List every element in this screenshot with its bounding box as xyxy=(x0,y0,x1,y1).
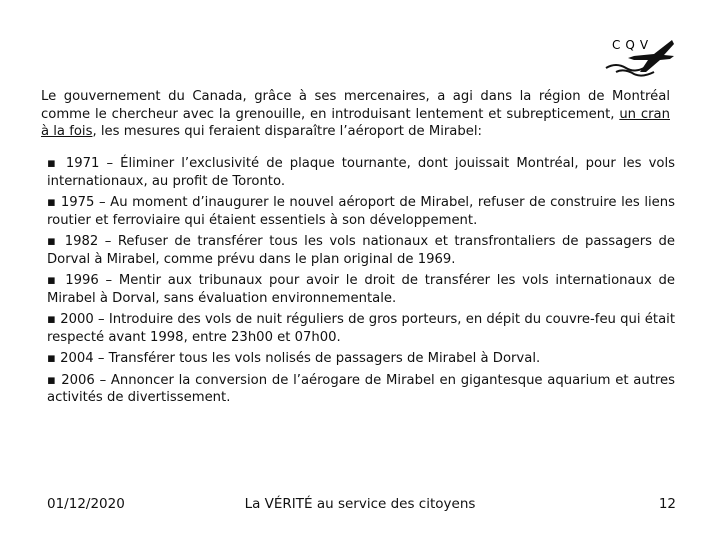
list-item: ▪ 1996 – Mentir aux tribunaux pour avoir le droit de transférer les vols internationaux de Mirabel à Dorval, sans évaluation environnementale. xyxy=(47,273,675,306)
intro-text-before: Le gouvernement du Canada, grâce à ses mercenaires, a agi dans la région de Montréal comme le chercheur avec la grenouille, en introduisant lentement et subrepticement, xyxy=(41,89,670,122)
intro-paragraph xyxy=(41,88,670,141)
logo-text: CQV xyxy=(612,38,654,52)
page-number: 12 xyxy=(658,496,676,512)
list-item: ▪ 2004 – Transférer tous les vols nolisés de passagers de Mirabel à Dorval. xyxy=(47,351,541,366)
list-item: ▪ 2000 – Introduire des vols de nuit réguliers de gros porteurs, en dépit du couvre-feu qui était respecté avant 1998, entre 23h00 et 07h00. xyxy=(47,312,675,345)
list-item: ▪ 1971 – Éliminer l’exclusivité de plaque tournante, dont jouissait Montréal, pour les vols internationaux, au profit de Toronto. xyxy=(47,156,675,189)
events-list xyxy=(47,155,675,411)
intro-text-after: , les mesures qui feraient disparaître l’aéroport de Mirabel: xyxy=(92,124,482,139)
footer-date: 01/12/2020 xyxy=(47,496,125,512)
footer-title: La VÉRITÉ au service des citoyens xyxy=(244,496,476,512)
list-item: ▪ 2006 – Annoncer la conversion de l’aérogare de Mirabel en gigantesque aquarium et autres activités de divertissement. xyxy=(47,372,675,405)
intro-underlined-text: un cran à la fois xyxy=(41,106,670,139)
list-item: ▪ 1982 – Refuser de transférer tous les vols nationaux et transfrontaliers de passagers de Dorval à Mirabel, comme prévu dans le plan original de 1969. xyxy=(47,234,675,267)
list-item: ▪ 1975 – Au moment d’inaugurer le nouvel aéroport de Mirabel, refuser de construire les liens routier et ferroviaire qui étaient essentiels à son développement. xyxy=(47,195,675,228)
cqv-logo xyxy=(604,38,676,82)
airplane-icon xyxy=(604,38,676,82)
